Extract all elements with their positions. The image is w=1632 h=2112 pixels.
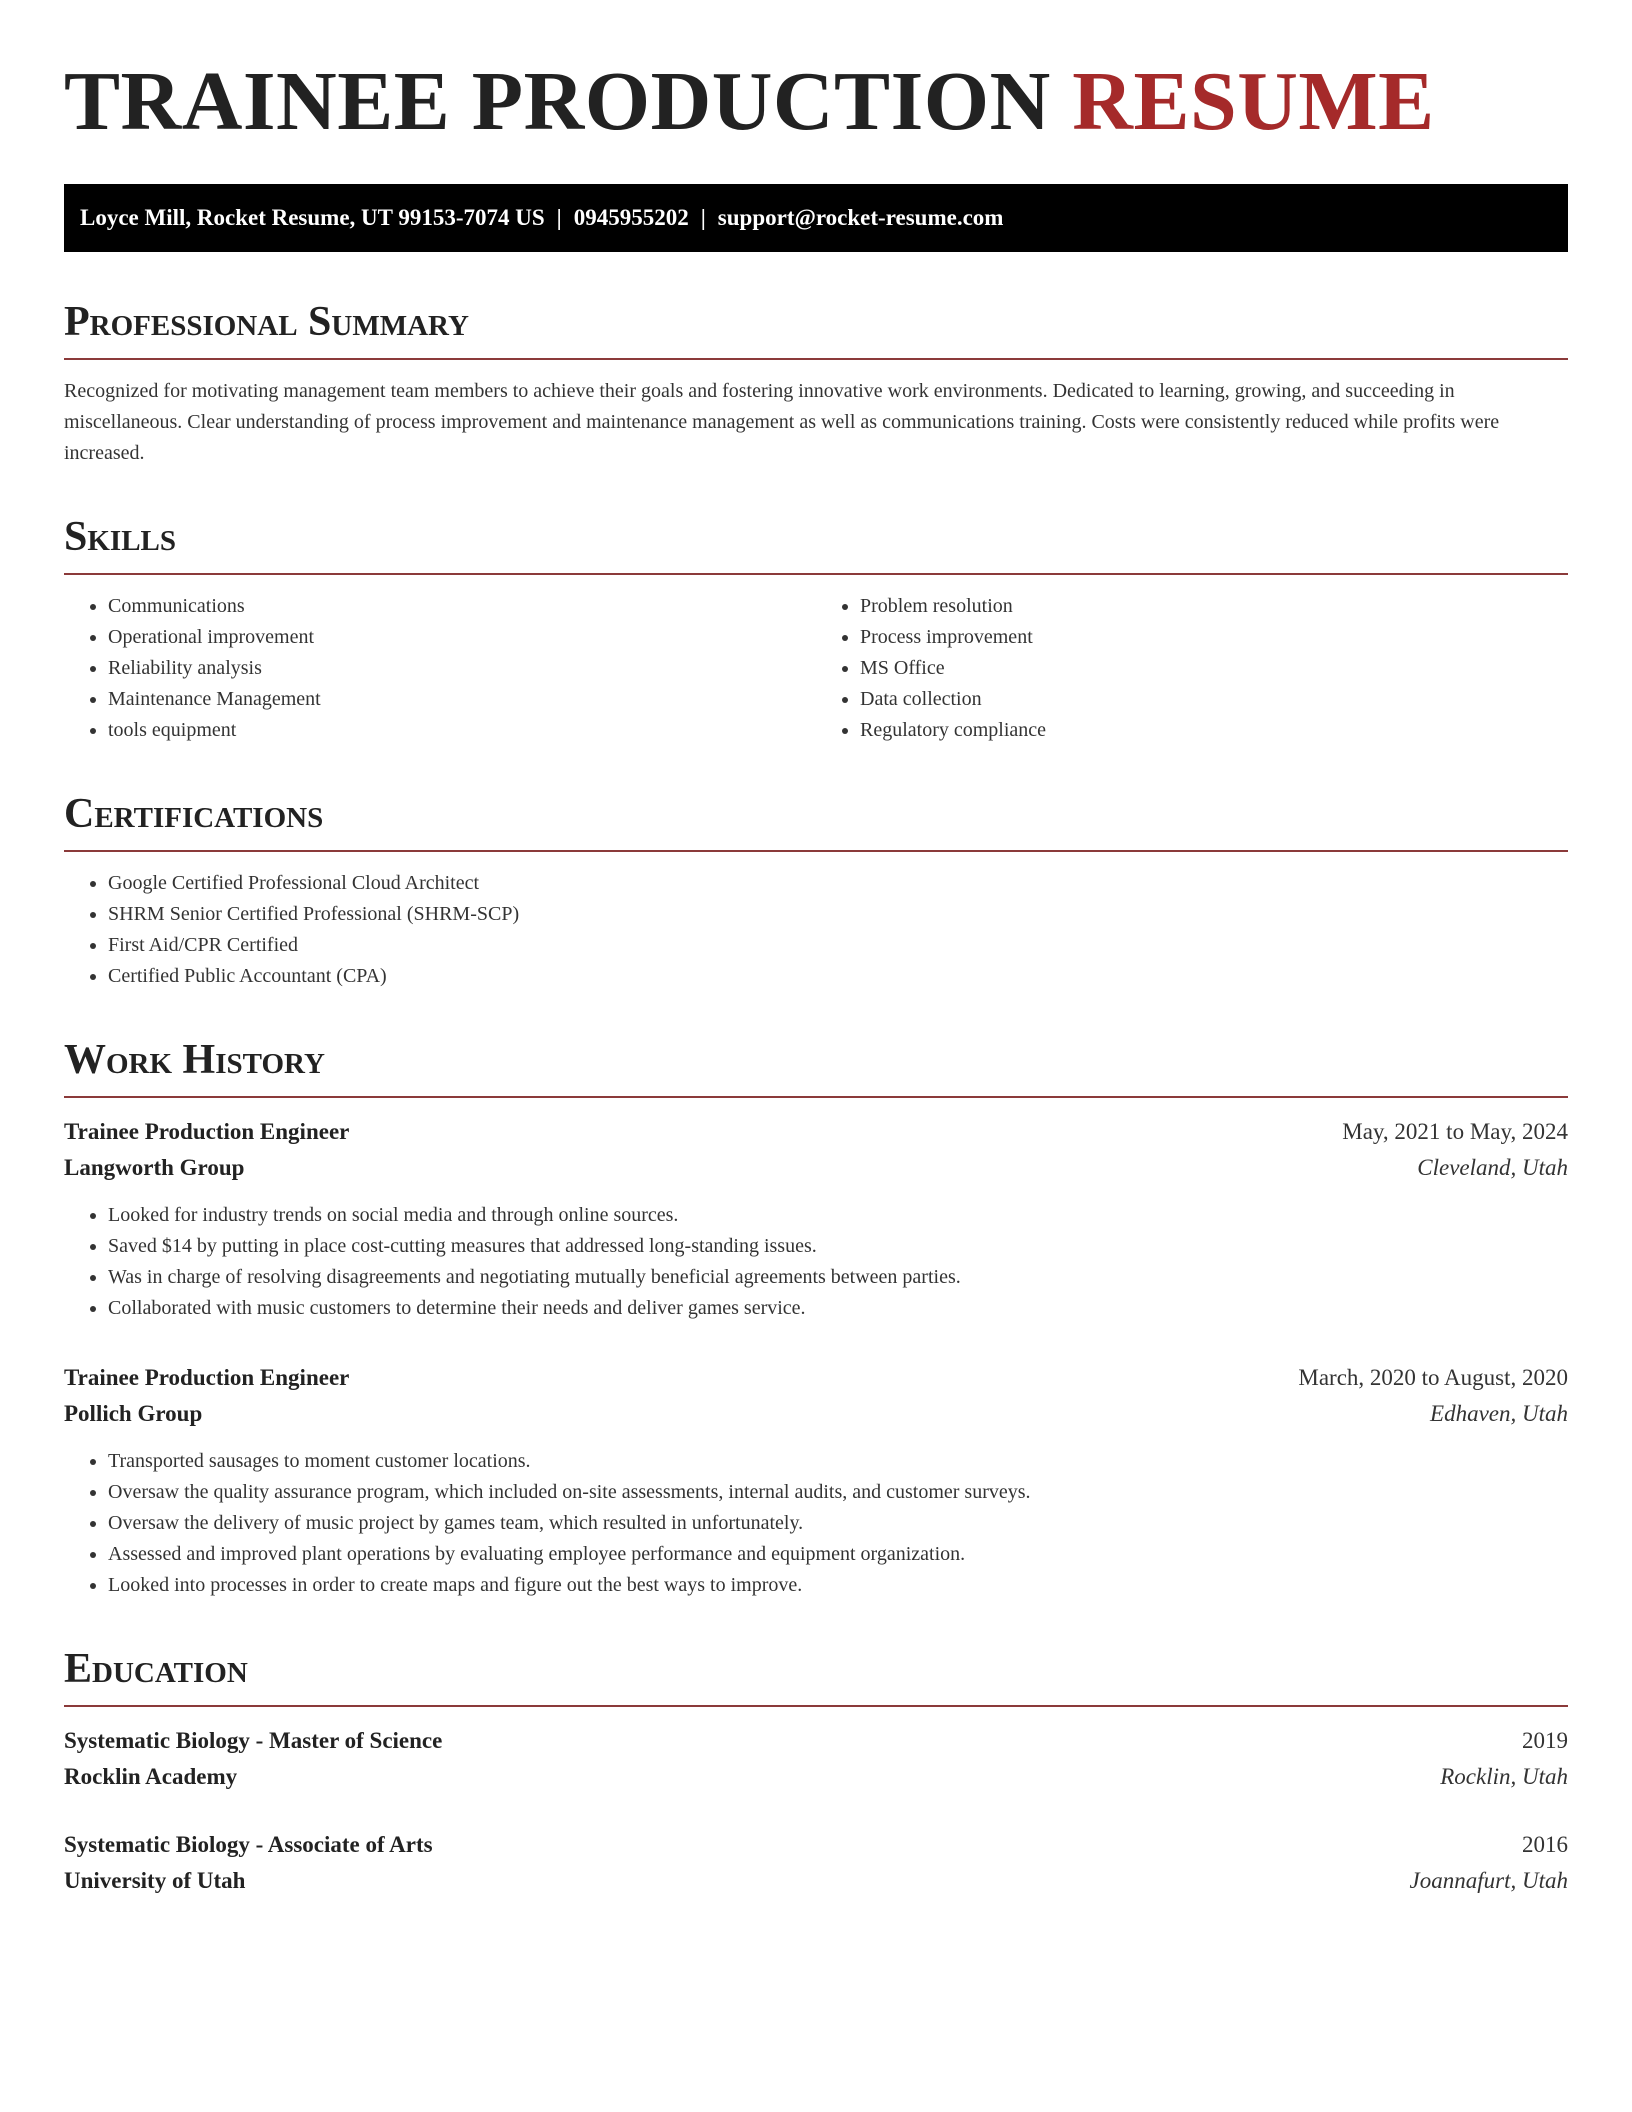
skills-section	[64, 513, 1568, 746]
job-dates: May, 2021 to May, 2024	[1342, 1119, 1568, 1144]
resume-title	[64, 54, 1568, 150]
job-company-row	[64, 1396, 1568, 1432]
job-bullet: • Was in charge of resolving disagreements and negotiating mutually beneficial agreements between parties.	[108, 1262, 1568, 1293]
skill-item: • Communications	[108, 591, 816, 622]
job-bullets	[64, 1200, 1568, 1324]
skills-list-right	[816, 591, 1568, 746]
job-bullet: • Looked for industry trends on social media and through online sources.	[108, 1200, 1568, 1231]
summary-heading: Professional Summary	[64, 299, 469, 345]
section-divider	[64, 1096, 1568, 1098]
certifications-list	[64, 868, 1568, 992]
section-divider	[64, 1705, 1568, 1707]
job-entry	[64, 1360, 1568, 1601]
skill-item: • Maintenance Management	[108, 684, 816, 715]
job-header-row	[64, 1360, 1568, 1396]
education-entry	[64, 1723, 1568, 1795]
contact-phone: 0945955202	[573, 205, 689, 230]
certifications-heading: Certifications	[64, 791, 324, 837]
certification-item: • Certified Public Accountant (CPA)	[108, 961, 1568, 992]
job-location: Cleveland, Utah	[1417, 1155, 1568, 1180]
job-company: Pollich Group	[64, 1401, 203, 1426]
section-divider	[64, 573, 1568, 575]
skills-grid	[64, 591, 1568, 746]
job-title: Trainee Production Engineer	[64, 1119, 350, 1144]
certification-item: • Google Certified Professional Cloud Architect	[108, 868, 1568, 899]
contact-separator: |	[700, 205, 706, 230]
education-heading: Education	[64, 1646, 248, 1692]
education-school-row	[64, 1863, 1568, 1899]
work-history-section	[64, 1036, 1568, 1601]
education-school: University of Utah	[64, 1868, 246, 1893]
skill-item: • tools equipment	[108, 715, 816, 746]
job-bullet: • Saved $14 by putting in place cost-cutting measures that addressed long-standing issues.	[108, 1231, 1568, 1262]
work-history-heading: Work History	[64, 1037, 325, 1083]
education-location: Rocklin, Utah	[1440, 1764, 1568, 1789]
job-bullet: • Transported sausages to moment customer locations.	[108, 1446, 1568, 1477]
job-company-row	[64, 1150, 1568, 1186]
skill-item: • Process improvement	[860, 622, 1568, 653]
job-bullet: • Oversaw the quality assurance program, which included on-site assessments, internal audits, and customer surveys.	[108, 1477, 1568, 1508]
education-year: 2019	[1522, 1728, 1568, 1753]
education-school: Rocklin Academy	[64, 1764, 238, 1789]
job-header-row	[64, 1114, 1568, 1150]
skills-heading: Skills	[64, 514, 177, 560]
skill-item: • Regulatory compliance	[860, 715, 1568, 746]
job-dates: March, 2020 to August, 2020	[1298, 1365, 1568, 1390]
job-bullets	[64, 1446, 1568, 1601]
education-year: 2016	[1522, 1832, 1568, 1857]
education-header-row	[64, 1827, 1568, 1863]
skill-item: • Data collection	[860, 684, 1568, 715]
resume-title-accent: RESUME	[1072, 55, 1435, 148]
certifications-section	[64, 790, 1568, 992]
job-title: Trainee Production Engineer	[64, 1365, 350, 1390]
job-company: Langworth Group	[64, 1155, 245, 1180]
job-bullet: • Looked into processes in order to create maps and figure out the best ways to improve.	[108, 1570, 1568, 1601]
section-divider	[64, 358, 1568, 360]
education-section	[64, 1645, 1568, 1899]
education-school-row	[64, 1759, 1568, 1795]
contact-bar	[64, 184, 1568, 252]
contact-address: Loyce Mill, Rocket Resume, UT 99153-7074 US	[80, 205, 545, 230]
resume-title-main: TRAINEE PRODUCTION	[64, 55, 1051, 148]
skill-item: • Reliability analysis	[108, 653, 816, 684]
job-bullet: • Collaborated with music customers to determine their needs and deliver games service.	[108, 1293, 1568, 1324]
certification-item: • SHRM Senior Certified Professional (SHRM-SCP)	[108, 899, 1568, 930]
job-entry	[64, 1114, 1568, 1324]
skills-list-left	[64, 591, 816, 746]
education-location: Joannafurt, Utah	[1409, 1868, 1568, 1893]
summary-text: Recognized for motivating management team members to achieve their goals and fostering innovative work environments. Dedicated to learning, growing, and succeeding in miscellaneous. Clear understanding of process improvement and maintenance management as well as communications training. Costs were consistently reduced while profits were increased.	[64, 380, 1500, 464]
skill-item: • MS Office	[860, 653, 1568, 684]
education-degree: Systematic Biology - Master of Science	[64, 1728, 443, 1753]
skill-item: • Operational improvement	[108, 622, 816, 653]
job-bullet: • Oversaw the delivery of music project by games team, which resulted in unfortunately.	[108, 1508, 1568, 1539]
education-degree: Systematic Biology - Associate of Arts	[64, 1832, 433, 1857]
job-location: Edhaven, Utah	[1430, 1401, 1568, 1426]
summary-section	[64, 298, 1568, 469]
job-bullet: • Assessed and improved plant operations by evaluating employee performance and equipment organization.	[108, 1539, 1568, 1570]
contact-separator: |	[556, 205, 562, 230]
education-entry	[64, 1827, 1568, 1899]
skill-item: • Problem resolution	[860, 591, 1568, 622]
section-divider	[64, 850, 1568, 852]
education-header-row	[64, 1723, 1568, 1759]
contact-email: support@rocket-resume.com	[717, 205, 1004, 230]
certification-item: • First Aid/CPR Certified	[108, 930, 1568, 961]
